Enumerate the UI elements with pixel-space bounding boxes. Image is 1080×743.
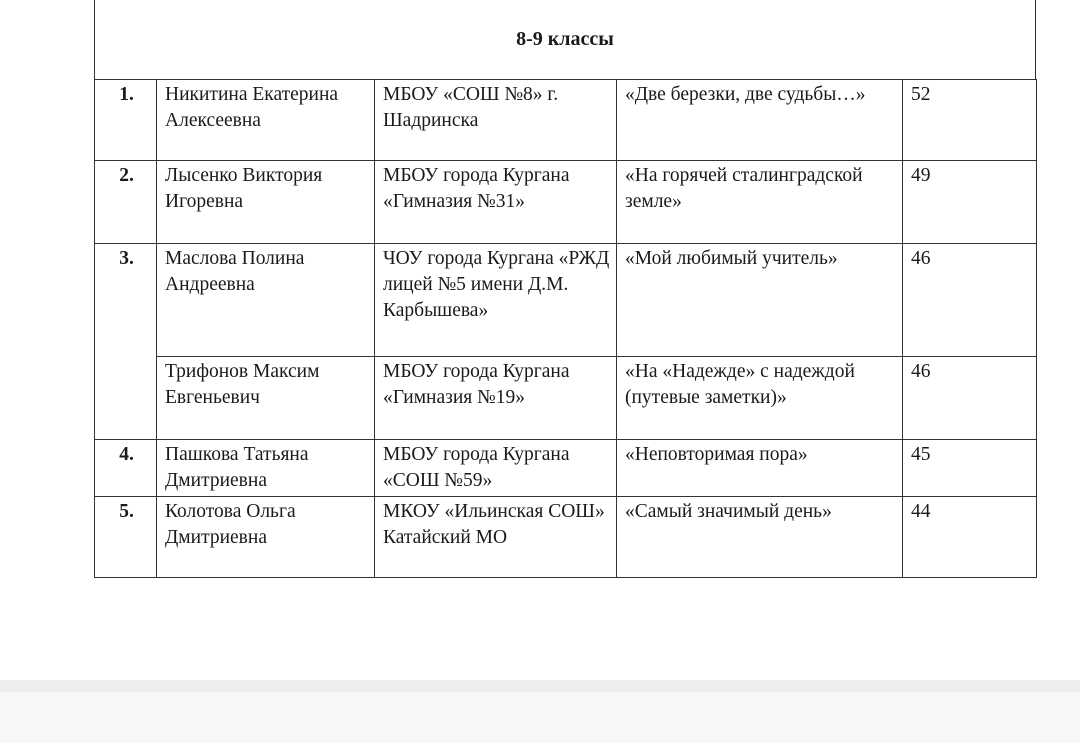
place-cell: 5. — [95, 497, 157, 578]
school-cell: МБОУ «СОШ №8» г. Шадринска — [375, 80, 617, 161]
place-cell: 4. — [95, 440, 157, 497]
name-cell: Маслова Полина Андреевна — [157, 244, 375, 357]
table-row — [95, 161, 1037, 244]
score-cell: 49 — [903, 161, 1037, 244]
table-row — [95, 357, 1037, 440]
name-cell: Колотова Ольга Дмитриевна — [157, 497, 375, 578]
score-cell: 46 — [903, 244, 1037, 357]
section-heading: 8-9 классы — [516, 28, 614, 50]
results-table — [94, 79, 1037, 578]
table-row — [95, 80, 1037, 161]
score-cell: 44 — [903, 497, 1037, 578]
title-cell: «Мой любимый учитель» — [617, 244, 903, 357]
school-cell: МКОУ «Ильинская СОШ» Катайский МО — [375, 497, 617, 578]
school-cell: МБОУ города Кургана «Гимназия №19» — [375, 357, 617, 440]
table-row — [95, 440, 1037, 497]
school-cell: МБОУ города Кургана «Гимназия №31» — [375, 161, 617, 244]
place-cell: 1. — [95, 80, 157, 161]
title-cell: «Самый значимый день» — [617, 497, 903, 578]
name-cell: Трифонов Максим Евгеньевич — [157, 357, 375, 440]
school-cell: ЧОУ города Кургана «РЖД лицей №5 имени Д.М. Карбышева» — [375, 244, 617, 357]
place-cell: 2. — [95, 161, 157, 244]
place-cell: 3. — [95, 244, 157, 357]
score-cell: 52 — [903, 80, 1037, 161]
heading-box — [94, 0, 1036, 79]
score-cell: 46 — [903, 357, 1037, 440]
table-row — [95, 244, 1037, 357]
name-cell: Никитина Екатерина Алексеевна — [157, 80, 375, 161]
title-cell: «На «Надежде» с надеждой (путевые заметки)» — [617, 357, 903, 440]
title-cell: «На горячей сталинградской земле» — [617, 161, 903, 244]
name-cell: Лысенко Виктория Игоревна — [157, 161, 375, 244]
title-cell: «Две березки, две судьбы…» — [617, 80, 903, 161]
name-cell: Пашкова Татьяна Дмитриевна — [157, 440, 375, 497]
score-cell: 45 — [903, 440, 1037, 497]
school-cell: МБОУ города Кургана «СОШ №59» — [375, 440, 617, 497]
next-page-edge — [0, 692, 1080, 743]
title-cell: «Неповторимая пора» — [617, 440, 903, 497]
page-gap — [0, 680, 1080, 692]
place-cell — [95, 357, 157, 440]
table-row — [95, 497, 1037, 578]
